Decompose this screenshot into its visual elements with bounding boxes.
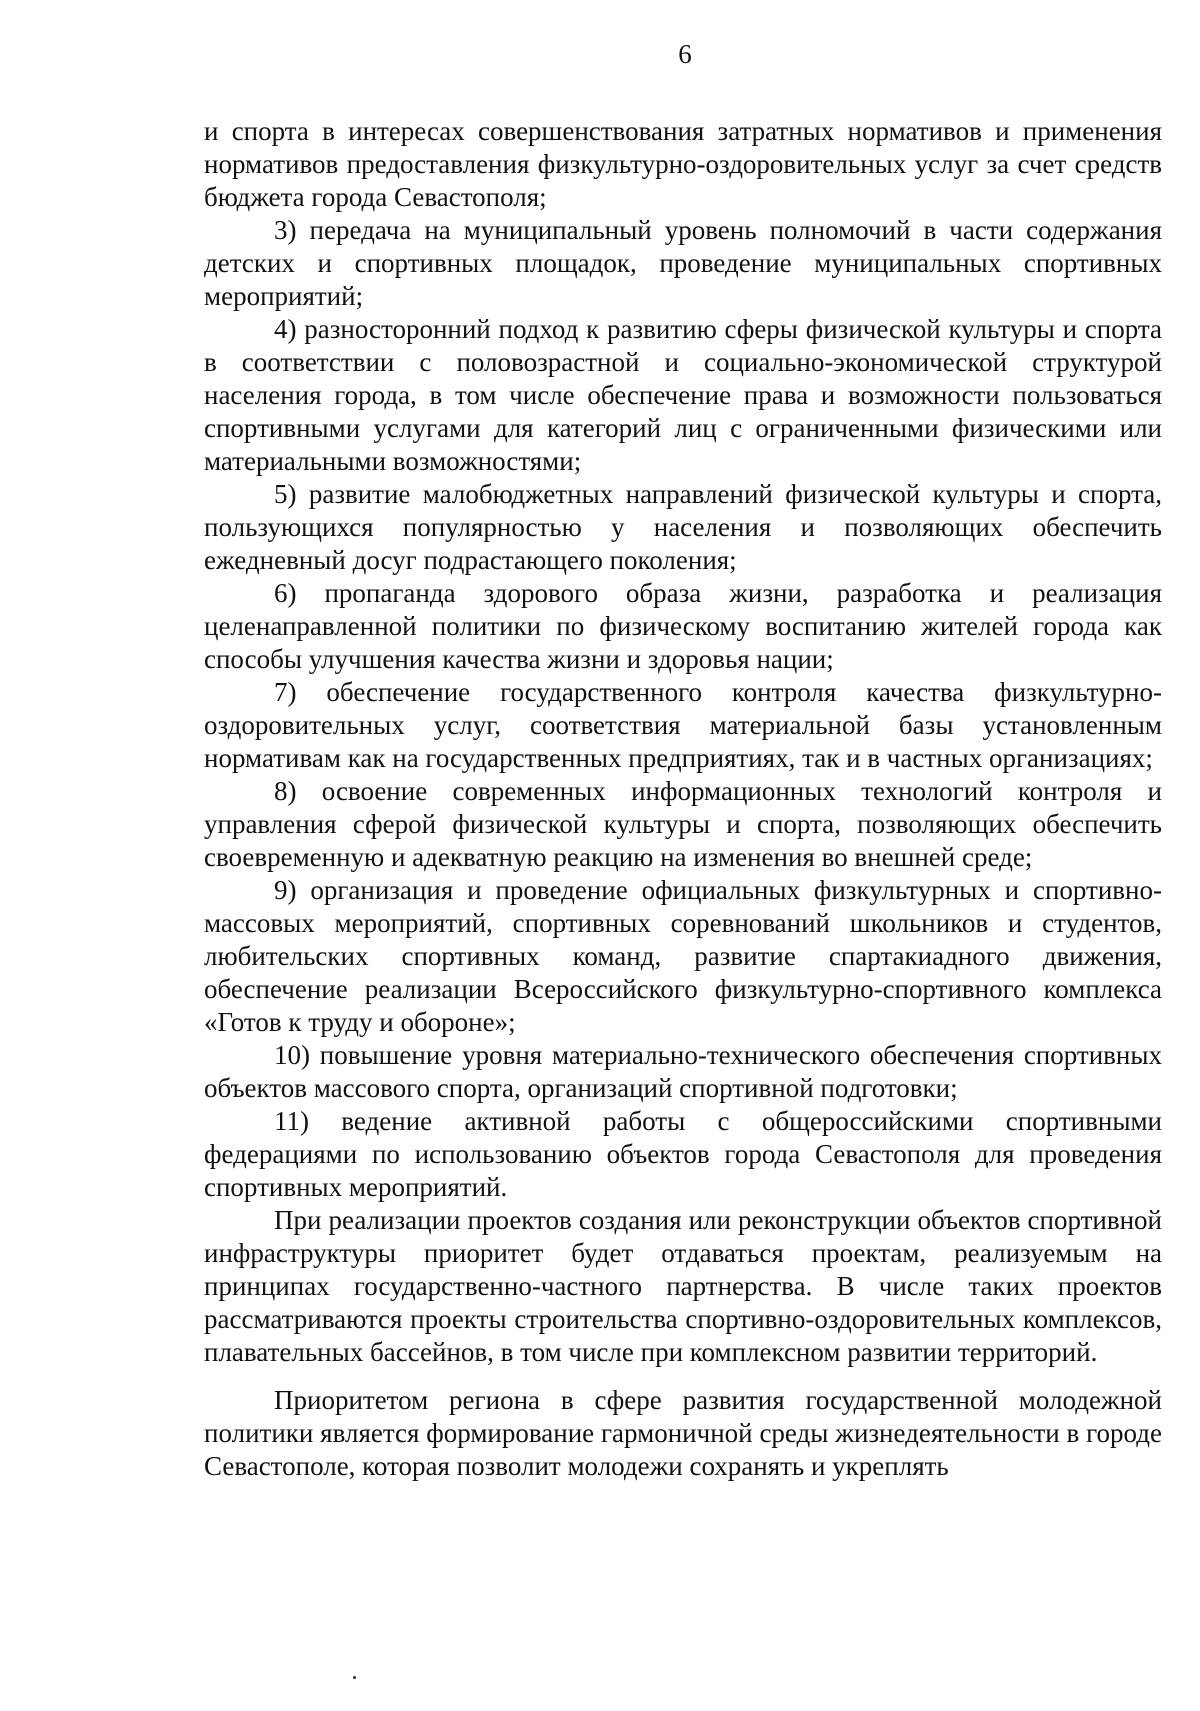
list-item-7: 7) обеспечение государственного контроля качества физкультурно-оздоровительных услуг, соответствия материальной базы установленным нормативам как на государственных предприятиях, так и в частных организациях; [204, 677, 1162, 773]
list-item-10: 10) повышение уровня материально-технического обеспечения спортивных объектов массового спорта, организаций спортивной подготовки; [204, 1040, 1162, 1103]
list-item-6: 6) пропаганда здорового образа жизни, разработка и реализация целенаправленной политики по физическому воспитанию жителей города как способы улучшения качества жизни и здоровья нации; [204, 578, 1162, 674]
scan-speck [353, 1676, 356, 1679]
list-item-9: 9) организация и проведение официальных физкультурных и спортивно-массовых мероприятий, спортивных соревнований школьников и студентов, любительских спортивных команд, развитие спартакиадного движения, обеспечение реализации Всероссийского физкультурно-спортивного комплекса «Готов к труду и обороне»; [204, 875, 1162, 1037]
document-body [204, 115, 1162, 1483]
list-item-4: 4) разносторонний подход к развитию сферы физической культуры и спорта в соответствии с половозрастной и социально-экономической структурой населения города, в том числе обеспечение права и возможности пользоваться спортивными услугами для категорий лиц с ограниченными физическими или материальными возможностями; [204, 314, 1162, 476]
paragraph-infrastructure: При реализации проектов создания или реконструкции объектов спортивной инфраструктуры приоритет будет отдаваться проектам, реализуемым на принципах государственно-частного партнерства. В числе таких проектов рассматриваются проекты строительства спортивно-оздоровительных комплексов, плавательных бассейнов, в том числе при комплексном развитии территорий. [204, 1205, 1162, 1367]
paragraph-continuation: и спорта в интересах совершенствования затратных нормативов и применения нормативов предоставления физкультурно-оздоровительных услуг за счет средств бюджета города Севастополя; [204, 116, 1162, 212]
paragraph-youth-policy: Приоритетом региона в сфере развития государственной молодежной политики является формирование гармоничной среды жизнедеятельности в городе Севастополе, которая позволит молодежи сохранять и укреплять [204, 1385, 1162, 1481]
list-item-5: 5) развитие малобюджетных направлений физической культуры и спорта, пользующихся популярностью у населения и позволяющих обеспечить ежедневный досуг подрастающего поколения; [204, 479, 1162, 575]
list-item-8: 8) освоение современных информационных технологий контроля и управления сферой физической культуры и спорта, позволяющих обеспечить своевременную и адекватную реакцию на изменения во внешней среде; [204, 776, 1162, 872]
list-item-11: 11) ведение активной работы с общероссийскими спортивными федерациями по использованию объектов города Севастополя для проведения спортивных мероприятий. [204, 1106, 1162, 1202]
list-item-3: 3) передача на муниципальный уровень полномочий в части содержания детских и спортивных площадок, проведение муниципальных спортивных мероприятий; [204, 215, 1162, 311]
page-number: 6 [678, 39, 692, 69]
